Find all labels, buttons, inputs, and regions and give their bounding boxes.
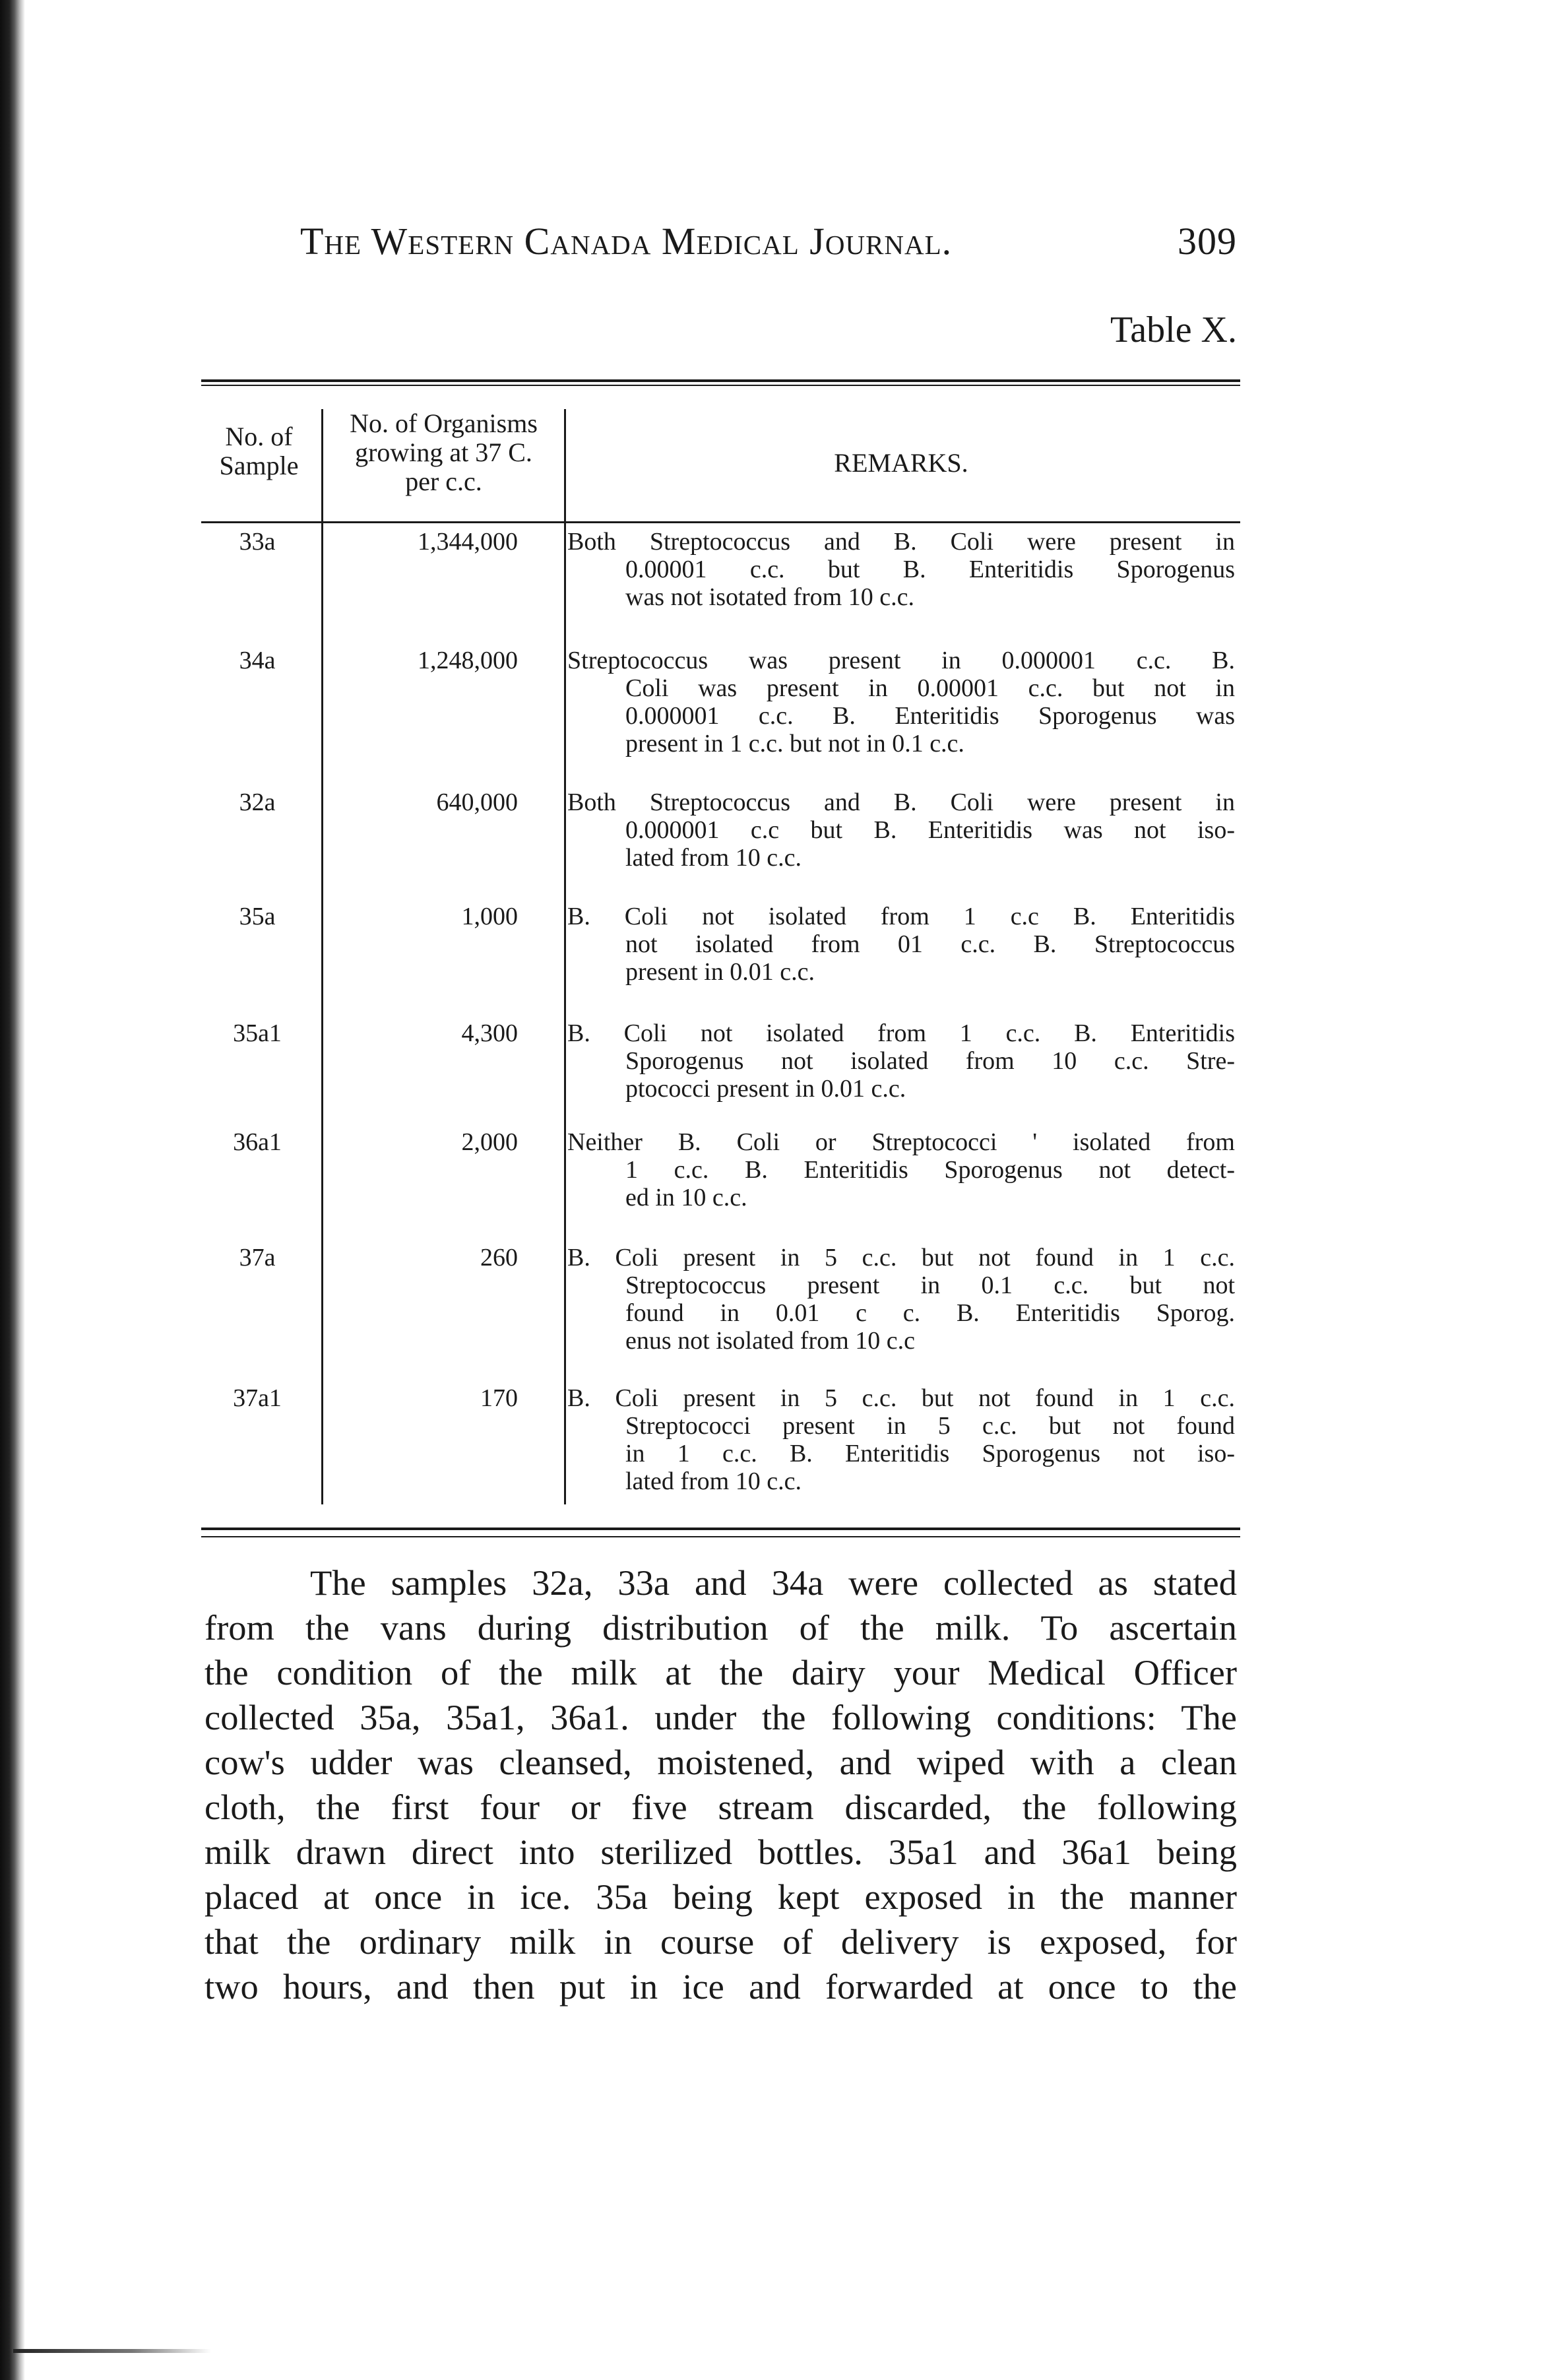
- cell-count: 1,344,000: [418, 528, 518, 556]
- page-number: 309: [1178, 220, 1237, 263]
- cell-remarks: Both Streptococcus and B. Coli were present in 0.00001 c.c. but B. Enteritidis Sporogenus was not isotated from 10 c.c.: [567, 528, 1235, 611]
- cell-count: 170: [480, 1384, 518, 1412]
- body-line: The samples 32a, 33a and 34a were collected as stated: [310, 1562, 1237, 1603]
- cell-sample: 36a1: [233, 1128, 282, 1156]
- cell-sample: 32a: [239, 788, 276, 816]
- cell-count: 1,248,000: [418, 647, 518, 674]
- table-bottom-rule-inner: [201, 1536, 1240, 1537]
- cell-remarks: Both Streptococcus and B. Coli were present in 0.000001 c.c but B. Enteritidis was not iso- lated from 10 c.c.: [567, 788, 1235, 872]
- cell-sample: 35a1: [233, 1019, 282, 1047]
- journal-title: The Western Canada Medical Journal.: [300, 220, 953, 263]
- cell-remarks: B. Coli present in 5 c.c. but not found in 1 c.c. Streptococci present in 5 c.c. but not found in 1 c.c. B. Enteritidis Sporogenus not iso- lated from 10 c.c.: [567, 1384, 1235, 1495]
- body-line: cow's udder was cleansed, moistened, and wiped with a clean: [205, 1742, 1237, 1782]
- running-head: [300, 219, 1237, 263]
- column-divider-2: [564, 409, 566, 1504]
- cell-remarks: Streptococcus was present in 0.000001 c.c. B. Coli was present in 0.00001 c.c. but not in 0.000001 c.c. B. Enteritidis Sporogenus was present in 1 c.c. but not in 0.1 c.c.: [567, 647, 1235, 757]
- cell-sample: 37a1: [233, 1384, 282, 1412]
- table-bottom-rule: [201, 1528, 1240, 1530]
- body-paragraph: [205, 1560, 1237, 2009]
- cell-count: 640,000: [436, 788, 518, 816]
- table-top-rule-inner: [201, 385, 1240, 386]
- cell-remarks: B. Coli not isolated from 1 c.c. B. Enteritidis Sporogenus not isolated from 10 c.c. Stre- ptococci present in 0.01 c.c.: [567, 1019, 1235, 1103]
- cell-count: 2,000: [461, 1128, 518, 1156]
- cell-count: 1,000: [461, 903, 518, 930]
- body-line: the condition of the milk at the dairy your Medical Officer: [205, 1652, 1237, 1692]
- scanned-binding-edge-foot: [13, 2349, 211, 2353]
- cell-sample: 35a: [239, 903, 276, 930]
- column-divider-1: [321, 409, 323, 1504]
- table-caption: Table X.: [1110, 309, 1237, 350]
- cell-remarks: B. Coli not isolated from 1 c.c B. Enteritidis not isolated from 01 c.c. B. Streptococcus present in 0.01 c.c.: [567, 903, 1235, 986]
- cell-remarks: B. Coli present in 5 c.c. but not found in 1 c.c. Streptococcus present in 0.1 c.c. but not found in 0.01 c c. B. Enteritidis Sporog. enus not isolated from 10 c.c: [567, 1244, 1235, 1355]
- cell-remarks: Neither B. Coli or Streptococci ' isolated from 1 c.c. B. Enteritidis Sporogenus not detect- ed in 10 c.c.: [567, 1128, 1235, 1211]
- scanned-binding-edge: [0, 0, 25, 2380]
- cell-sample: 33a: [239, 528, 276, 556]
- cell-count: 260: [480, 1244, 518, 1271]
- body-line: from the vans during distribution of the milk. To ascertain: [205, 1607, 1237, 1648]
- body-line: that the ordinary milk in course of delivery is exposed, for: [205, 1921, 1237, 1962]
- body-line: cloth, the first four or five stream discarded, the following: [205, 1787, 1237, 1827]
- header-remarks: REMARKS.: [834, 448, 968, 478]
- header-organisms: No. of Organisms growing at 37 C. per c.c.: [350, 408, 538, 496]
- cell-count: 4,300: [461, 1019, 518, 1047]
- body-line: collected 35a, 35a1, 36a1. under the following conditions: The: [205, 1697, 1237, 1737]
- cell-sample: 34a: [239, 647, 276, 674]
- header-rule: [201, 521, 1240, 523]
- cell-sample: 37a: [239, 1244, 276, 1271]
- body-line: milk drawn direct into sterilized bottles. 35a1 and 36a1 being: [205, 1832, 1237, 1872]
- header-sample: No. of Sample: [219, 422, 299, 480]
- body-line: placed at once in ice. 35a being kept exposed in the manner: [205, 1877, 1237, 1917]
- body-line: two hours, and then put in ice and forwarded at once to the: [205, 1966, 1237, 2007]
- table-top-rule: [201, 379, 1240, 382]
